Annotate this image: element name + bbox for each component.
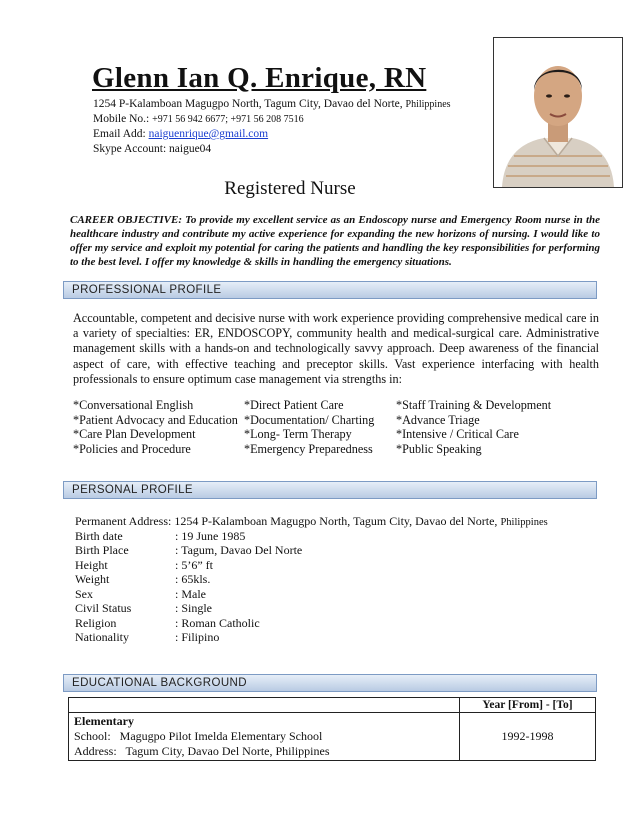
section-header-education: EDUCATIONAL BACKGROUND: [63, 674, 597, 692]
school-line: School: Magugpo Pilot Imelda Elementary School: [74, 729, 323, 743]
personal-row: Sex : Male: [75, 586, 206, 601]
personal-row: Height : 5’6” ft: [75, 557, 213, 572]
education-level: Elementary: [74, 714, 134, 728]
skill-item: *Policies and Procedure: [73, 441, 191, 456]
permanent-address: Permanent Address: 1254 P-Kalamboan Magugpo North, Tagum City, Davao del Norte, Philippines: [75, 514, 548, 528]
professional-summary: Accountable, competent and decisive nurse with work experience providing comprehensive medical care in a variety of specialties: ER, ENDOSCOPY, community health and medical-surgical care. Administrative management skills with a hands-on and technologically savvy approach. Deep awareness of the financial aspect of care, with effective teaching and preceptor skills. Vast experience interfacing with health professionals to ensure optimum case management via strengths in:: [73, 311, 599, 386]
contact-block: [93, 97, 451, 157]
skype-line: Skype Account: naigue04: [93, 143, 212, 155]
skill-item: *Patient Advocacy and Education: [73, 412, 238, 427]
skills-row: [73, 398, 603, 413]
skill-item: *Care Plan Development: [73, 427, 196, 442]
skill-item: *Emergency Preparedness: [244, 441, 373, 456]
education-row: [69, 713, 596, 761]
portrait-image: [494, 38, 622, 187]
email-line: Email Add: naiguenrique@gmail.com: [93, 128, 269, 140]
skill-item: *Public Speaking: [396, 441, 482, 456]
job-title: Registered Nurse: [224, 178, 356, 199]
personal-row: Birth date : 19 June 1985: [75, 528, 246, 543]
skills-row: [73, 442, 603, 457]
home-address: 1254 P-Kalamboan Magugpo North, Tagum City, Davao del Norte, Philippines: [93, 98, 451, 110]
personal-row: Weight : 65kls.: [75, 572, 211, 586]
personal-profile: [75, 514, 605, 645]
personal-row: Religion : Roman Catholic: [75, 615, 260, 630]
education-table: [68, 697, 596, 761]
candidate-name: Glenn Ian Q. Enrique, RN: [92, 62, 427, 94]
email-link[interactable]: naiguenrique@gmail.com: [148, 128, 269, 140]
education-header-row: [69, 698, 596, 713]
skill-item: *Direct Patient Care: [244, 398, 344, 412]
education-header-blank: [69, 698, 460, 713]
mobile-line: Mobile No.: +971 56 942 6677; +971 56 208 7516: [93, 113, 304, 125]
section-header-professional: PROFESSIONAL PROFILE: [63, 281, 597, 299]
career-objective: CAREER OBJECTIVE: To provide my excellent service as an Endoscopy nurse and Emergency Room nurse in the healthcare industry and contribute my active experience for expanding the new horizons of nursing. I would like to offer my service and exploit my potential for caring the patients and handling the key responsibilities for performing to the best level. I offer my knowledge & skills in handling the emergency situations.: [70, 214, 600, 268]
skills-row: [73, 427, 603, 442]
personal-row: Civil Status : Single: [75, 601, 213, 615]
personal-row: Birth Place : Tagum, Davao Del Norte: [75, 543, 303, 557]
education-details: [69, 713, 460, 761]
skills-list: [73, 398, 603, 456]
skills-row: [73, 413, 603, 428]
skill-item: *Long- Term Therapy: [244, 427, 352, 442]
education-years: 1992-1998: [460, 713, 596, 761]
section-header-personal: PERSONAL PROFILE: [63, 481, 597, 499]
skill-item: *Conversational English: [73, 398, 194, 412]
skill-item: *Advance Triage: [396, 412, 480, 427]
year-header: Year [From] - [To]: [460, 698, 596, 713]
profile-photo: [493, 37, 623, 188]
skill-item: *Documentation/ Charting: [244, 412, 375, 427]
skill-item: *Staff Training & Development: [396, 398, 552, 412]
school-address-line: Address: Tagum City, Davao Del Norte, Philippines: [74, 744, 330, 758]
personal-row: Nationality : Filipino: [75, 630, 220, 644]
skill-item: *Intensive / Critical Care: [396, 427, 519, 442]
